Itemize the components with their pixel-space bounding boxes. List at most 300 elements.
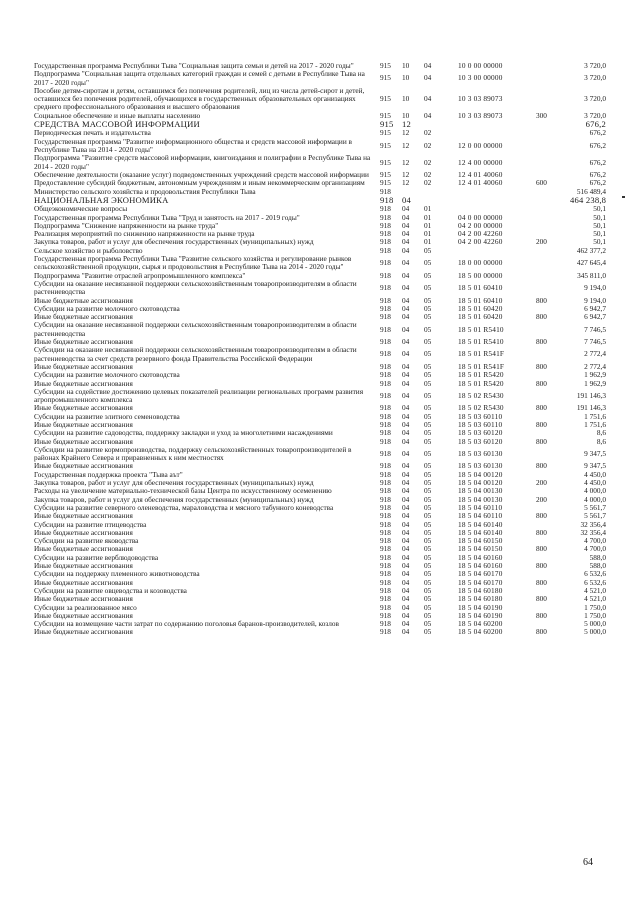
row-amount: 676,2 xyxy=(589,178,606,188)
row-name: Субсидии на возмещение части затрат по содержанию поголовья баранов-производителей, козлов xyxy=(34,619,339,629)
row-ministry-code: 918 xyxy=(380,245,391,255)
row-ministry-code: 915 xyxy=(380,94,391,104)
row-subsection: 01 xyxy=(424,204,432,214)
row-name: Периодическая печать и издательства xyxy=(34,128,151,138)
row-section: 04 xyxy=(402,469,410,479)
row-subsection: 01 xyxy=(424,220,432,230)
row-subsection: 02 xyxy=(424,128,432,138)
row-expense-type: 800 xyxy=(536,419,547,429)
row-amount: 3 720,0 xyxy=(584,73,606,83)
row-target-article: 18 5 04 60110 xyxy=(458,511,503,521)
row-section: 04 xyxy=(402,569,410,579)
row-name: Министерство сельского хозяйства и продовольствия Республики Тыва xyxy=(34,186,256,196)
row-section: 04 xyxy=(402,552,410,562)
row-amount: 50,1 xyxy=(593,237,606,247)
row-section: 04 xyxy=(402,361,410,371)
row-amount: 6 532,6 xyxy=(584,569,606,579)
row-subsection: 05 xyxy=(424,602,432,612)
row-amount: 464 238,8 xyxy=(570,194,607,205)
row-section: 04 xyxy=(402,478,410,488)
row-target-article: 18 5 03 60120 xyxy=(458,428,503,438)
row-name: Иные бюджетные ассигнования xyxy=(34,627,133,637)
row-amount: 4 700,0 xyxy=(584,536,606,546)
row-name: Субсидии на развитие кормопроизводства, поддержку сельскохозяйственных товаропроизводителей в районах Крайнего Севера и приравненных к ним местностях xyxy=(34,444,352,463)
row-expense-type: 800 xyxy=(536,511,547,521)
row-name: Подпрограмма "Развитие средств массовой информации, книгоиздания и полиграфии в Республике Тыва на 2014 - 2020 годы" xyxy=(34,153,371,171)
row-target-article: 10 3 00 00000 xyxy=(458,73,503,83)
row-section: 04 xyxy=(402,229,410,239)
row-ministry-code: 918 xyxy=(380,378,391,388)
row-target-article: 12 0 00 00000 xyxy=(458,140,503,150)
row-subsection: 05 xyxy=(424,403,432,413)
row-amount: 50,1 xyxy=(593,220,606,230)
row-amount: 5 561,7 xyxy=(584,511,606,521)
row-name: Государственная поддержка проекта "Тыва аът" xyxy=(34,469,183,479)
row-ministry-code: 918 xyxy=(380,411,391,421)
row-target-article: 18 5 04 60140 xyxy=(458,527,503,537)
row-name: Подпрограмма "Развитие отраслей агропромышленного комплекса" xyxy=(34,270,246,280)
row-amount: 4 700,0 xyxy=(584,544,606,554)
row-section: 12 xyxy=(402,128,410,138)
row-section: 04 xyxy=(402,619,410,629)
row-target-article: 18 5 04 00120 xyxy=(458,469,503,479)
row-section: 04 xyxy=(402,283,410,293)
row-section: 04 xyxy=(402,303,410,313)
row-ministry-code: 915 xyxy=(380,73,391,83)
table-row xyxy=(34,138,606,155)
row-name: Иные бюджетные ассигнования xyxy=(34,361,133,371)
row-subsection: 05 xyxy=(424,411,432,421)
row-subsection: 05 xyxy=(424,511,432,521)
row-name: Закупка товаров, работ и услуг для обеспечения государственных (муниципальных) нужд xyxy=(34,478,314,488)
row-name: Реализация мероприятий по снижению напряженности на рынке труда xyxy=(34,229,255,239)
row-target-article: 18 5 04 60170 xyxy=(458,577,503,587)
row-ministry-code: 918 xyxy=(380,237,391,247)
row-ministry-code: 918 xyxy=(380,283,391,293)
row-name: Государственная программа "Развитие информационного общества и средств массовой информации в Республике Тыва на 2014 - 2020 годы" xyxy=(34,136,352,155)
row-name: Закупка товаров, работ и услуг для обеспечения государственных (муниципальных) нужд xyxy=(34,237,314,247)
table-row xyxy=(34,446,606,463)
row-ministry-code: 918 xyxy=(380,527,391,537)
row-subsection: 05 xyxy=(424,258,432,268)
row-name: Иные бюджетные ассигнования xyxy=(34,337,133,347)
row-section: 04 xyxy=(402,602,410,612)
row-target-article: 18 5 03 60130 xyxy=(458,461,503,471)
row-name: Государственная программа Республики Тыва "Социальная защита семьи и детей на 2017 - 2020 годы" xyxy=(34,61,354,70)
row-subsection: 05 xyxy=(424,519,432,529)
row-section: 04 xyxy=(402,561,410,571)
row-amount: 191 146,3 xyxy=(576,403,606,413)
margin-mark xyxy=(622,196,625,198)
row-target-article: 18 5 04 60200 xyxy=(458,627,503,637)
row-ministry-code: 918 xyxy=(380,511,391,521)
row-ministry-code: 918 xyxy=(380,544,391,554)
row-target-article: 18 5 01 60410 xyxy=(458,283,503,293)
row-section: 04 xyxy=(402,403,410,413)
row-subsection: 05 xyxy=(424,428,432,438)
row-target-article: 18 5 01 R541F xyxy=(458,349,505,359)
row-target-article: 10 0 00 00000 xyxy=(458,61,503,70)
table-row xyxy=(34,321,606,338)
row-target-article: 12 4 01 40060 xyxy=(458,178,503,188)
row-expense-type: 800 xyxy=(536,461,547,471)
row-expense-type: 300 xyxy=(536,110,547,120)
row-name: НАЦИОНАЛЬНАЯ ЭКОНОМИКА xyxy=(34,194,169,205)
row-amount: 50,1 xyxy=(593,229,606,239)
row-ministry-code: 915 xyxy=(380,119,394,130)
row-subsection: 05 xyxy=(424,436,432,446)
row-subsection: 05 xyxy=(424,449,432,459)
row-ministry-code: 918 xyxy=(380,403,391,413)
row-section: 04 xyxy=(402,337,410,347)
row-subsection: 05 xyxy=(424,337,432,347)
row-ministry-code: 918 xyxy=(380,627,391,637)
row-subsection: 02 xyxy=(424,140,432,150)
table-row xyxy=(34,280,606,297)
row-amount: 588,0 xyxy=(589,561,606,571)
row-name: Субсидии на поддержку племенного животноводства xyxy=(34,569,200,579)
row-expense-type: 800 xyxy=(536,312,547,322)
row-amount: 1 750,0 xyxy=(584,602,606,612)
row-ministry-code: 915 xyxy=(380,169,391,179)
row-target-article: 10 3 03 89073 xyxy=(458,110,503,120)
row-expense-type: 800 xyxy=(536,544,547,554)
row-target-article: 18 5 04 60160 xyxy=(458,552,503,562)
row-ministry-code: 918 xyxy=(380,258,391,268)
table-row xyxy=(34,87,606,112)
row-amount: 4 521,0 xyxy=(584,585,606,595)
table-row xyxy=(34,255,606,272)
row-subsection: 05 xyxy=(424,283,432,293)
table-row xyxy=(34,154,606,171)
row-amount: 9 347,5 xyxy=(584,449,606,459)
row-ministry-code: 918 xyxy=(380,303,391,313)
row-section: 04 xyxy=(402,461,410,471)
row-subsection: 05 xyxy=(424,312,432,322)
row-target-article: 18 5 04 60170 xyxy=(458,569,503,579)
row-ministry-code: 918 xyxy=(380,602,391,612)
row-target-article: 04 2 00 42260 xyxy=(458,229,503,239)
row-section: 04 xyxy=(402,212,410,222)
row-section: 04 xyxy=(402,370,410,380)
row-amount: 6 532,6 xyxy=(584,577,606,587)
row-amount: 1 751,6 xyxy=(584,419,606,429)
row-amount: 1 962,9 xyxy=(584,370,606,380)
row-name: Субсидии на развитие овцеводства и козоводства xyxy=(34,585,187,595)
row-section: 04 xyxy=(402,258,410,268)
row-amount: 427 645,4 xyxy=(576,258,606,268)
row-name: СРЕДСТВА МАССОВОЙ ИНФОРМАЦИИ xyxy=(34,119,200,130)
row-ministry-code: 918 xyxy=(380,594,391,604)
row-amount: 4 521,0 xyxy=(584,594,606,604)
row-subsection: 05 xyxy=(424,585,432,595)
row-name: Государственная программа Республики Тыва "Труд и занятость на 2017 - 2019 годы" xyxy=(34,212,300,222)
row-section: 04 xyxy=(402,486,410,496)
row-amount: 1 962,9 xyxy=(584,378,606,388)
row-target-article: 18 5 03 60110 xyxy=(458,411,503,421)
row-section: 04 xyxy=(402,494,410,504)
row-subsection: 05 xyxy=(424,461,432,471)
row-expense-type: 800 xyxy=(536,361,547,371)
row-section: 04 xyxy=(402,610,410,620)
row-amount: 5 561,7 xyxy=(584,502,606,512)
row-name: Иные бюджетные ассигнования xyxy=(34,461,133,471)
row-ministry-code: 918 xyxy=(380,610,391,620)
row-target-article: 04 2 00 00000 xyxy=(458,220,503,230)
row-ministry-code: 915 xyxy=(380,140,391,150)
row-amount: 1 751,6 xyxy=(584,411,606,421)
row-expense-type: 800 xyxy=(536,594,547,604)
row-amount: 676,2 xyxy=(589,169,606,179)
row-ministry-code: 918 xyxy=(380,390,391,400)
row-ministry-code: 918 xyxy=(380,552,391,562)
row-name: Иные бюджетные ассигнования xyxy=(34,577,133,587)
row-amount: 676,2 xyxy=(589,157,606,167)
row-ministry-code: 918 xyxy=(380,194,394,205)
row-name: Общеэкономические вопросы xyxy=(34,204,128,214)
row-name: Субсидии на развитие садоводства, поддержку закладки и уход за многолетними насаждениями xyxy=(34,428,333,438)
row-section: 04 xyxy=(402,577,410,587)
row-section: 04 xyxy=(402,502,410,512)
row-ministry-code: 915 xyxy=(380,178,391,188)
row-amount: 32 356,4 xyxy=(580,527,606,537)
row-amount: 3 720,0 xyxy=(584,110,606,120)
row-expense-type: 200 xyxy=(536,237,547,247)
row-ministry-code: 915 xyxy=(380,61,391,70)
row-section: 04 xyxy=(402,519,410,529)
row-ministry-code: 918 xyxy=(380,419,391,429)
row-target-article: 12 4 00 00000 xyxy=(458,157,503,167)
row-expense-type: 800 xyxy=(536,561,547,571)
row-section: 10 xyxy=(402,94,410,104)
row-ministry-code: 918 xyxy=(380,229,391,239)
row-subsection: 05 xyxy=(424,627,432,637)
row-target-article: 18 5 04 60190 xyxy=(458,610,503,620)
row-amount: 6 942,7 xyxy=(584,303,606,313)
row-amount: 7 746,5 xyxy=(584,337,606,347)
row-amount: 50,1 xyxy=(593,212,606,222)
row-expense-type: 200 xyxy=(536,478,547,488)
row-amount: 4 450,0 xyxy=(584,478,606,488)
row-name: Субсидии на развитие верблюдоводства xyxy=(34,552,159,562)
page-number: 64 xyxy=(583,857,593,868)
row-subsection: 05 xyxy=(424,610,432,620)
row-subsection: 02 xyxy=(424,169,432,179)
row-ministry-code: 918 xyxy=(380,469,391,479)
row-ministry-code: 918 xyxy=(380,478,391,488)
row-target-article: 18 5 04 60160 xyxy=(458,561,503,571)
row-subsection: 05 xyxy=(424,378,432,388)
row-subsection: 05 xyxy=(424,295,432,305)
table-row xyxy=(34,628,606,636)
row-amount: 1 750,0 xyxy=(584,610,606,620)
row-section: 04 xyxy=(402,419,410,429)
row-amount: 9 194,0 xyxy=(584,283,606,293)
row-expense-type: 800 xyxy=(536,436,547,446)
row-subsection: 05 xyxy=(424,561,432,571)
row-section: 04 xyxy=(402,390,410,400)
row-amount: 2 772,4 xyxy=(584,361,606,371)
row-subsection: 04 xyxy=(424,110,432,120)
row-ministry-code: 918 xyxy=(380,361,391,371)
row-amount: 191 146,3 xyxy=(576,390,606,400)
row-name: Государственная программа Республики Тыва "Развитие сельского хозяйства и регулирование рынков сельскохозяйственной продукции, сырья и продовольствия в Республике Тыва на 2014 - 2020 годы" xyxy=(34,254,352,272)
row-expense-type: 800 xyxy=(536,627,547,637)
row-subsection: 05 xyxy=(424,527,432,537)
row-expense-type: 800 xyxy=(536,295,547,305)
row-ministry-code: 918 xyxy=(380,449,391,459)
row-name: Иные бюджетные ассигнования xyxy=(34,378,133,388)
row-ministry-code: 918 xyxy=(380,212,391,222)
row-subsection: 05 xyxy=(424,536,432,546)
row-ministry-code: 918 xyxy=(380,270,391,280)
row-section: 04 xyxy=(402,428,410,438)
row-section: 04 xyxy=(402,349,410,359)
row-subsection: 05 xyxy=(424,245,432,255)
row-ministry-code: 918 xyxy=(380,561,391,571)
row-target-article: 18 5 04 00130 xyxy=(458,486,503,496)
row-target-article: 18 5 01 R541F xyxy=(458,361,505,371)
row-subsection: 05 xyxy=(424,469,432,479)
row-section: 12 xyxy=(402,169,410,179)
row-ministry-code: 918 xyxy=(380,585,391,595)
row-target-article: 18 5 01 R5410 xyxy=(458,324,504,334)
row-ministry-code: 918 xyxy=(380,577,391,587)
row-subsection: 05 xyxy=(424,502,432,512)
row-section: 04 xyxy=(402,544,410,554)
row-target-article: 18 5 01 60420 xyxy=(458,303,503,313)
row-amount: 3 720,0 xyxy=(584,94,606,104)
row-ministry-code: 918 xyxy=(380,536,391,546)
row-name: Сельское хозяйство и рыболовство xyxy=(34,245,143,255)
row-name: Субсидии на оказание несвязанной поддержки сельскохозяйственным товаропроизводителям в области растениеводства xyxy=(34,278,357,297)
row-target-article: 18 5 04 60190 xyxy=(458,602,503,612)
row-subsection: 01 xyxy=(424,212,432,222)
row-amount: 2 772,4 xyxy=(584,349,606,359)
row-name: Иные бюджетные ассигнования xyxy=(34,511,133,521)
row-amount: 5 000,0 xyxy=(584,627,606,637)
row-ministry-code: 918 xyxy=(380,519,391,529)
row-amount: 3 720,0 xyxy=(584,61,606,70)
row-name: Подпрограмма "Снижение напряженности на рынке труда" xyxy=(34,220,219,230)
row-target-article: 18 5 04 60200 xyxy=(458,619,503,629)
row-subsection: 05 xyxy=(424,619,432,629)
row-name: Предоставление субсидий бюджетным, автономным учреждениям и иным некоммерческим организациям xyxy=(34,178,365,188)
row-name: Субсидии на развитие птицеводства xyxy=(34,519,147,529)
row-name: Иные бюджетные ассигнования xyxy=(34,544,133,554)
row-subsection: 02 xyxy=(424,178,432,188)
row-subsection: 05 xyxy=(424,577,432,587)
row-expense-type: 600 xyxy=(536,178,547,188)
row-target-article: 18 0 00 00000 xyxy=(458,258,503,268)
row-amount: 4 450,0 xyxy=(584,469,606,479)
row-ministry-code: 918 xyxy=(380,324,391,334)
row-ministry-code: 918 xyxy=(380,349,391,359)
row-section: 04 xyxy=(402,194,411,205)
row-ministry-code: 915 xyxy=(380,110,391,120)
row-name: Иные бюджетные ассигнования xyxy=(34,527,133,537)
row-section: 10 xyxy=(402,61,410,70)
row-ministry-code: 918 xyxy=(380,461,391,471)
row-name: Обеспечение деятельности (оказание услуг) подведомственных учреждений средств массовой информации xyxy=(34,169,369,179)
row-ministry-code: 918 xyxy=(380,428,391,438)
table-row xyxy=(34,70,606,87)
row-section: 12 xyxy=(402,140,410,150)
row-target-article: 18 5 04 00120 xyxy=(458,478,503,488)
row-section: 04 xyxy=(402,436,410,446)
table-row xyxy=(34,388,606,405)
row-subsection: 04 xyxy=(424,73,432,83)
row-ministry-code: 918 xyxy=(380,569,391,579)
row-target-article: 18 5 04 00130 xyxy=(458,494,503,504)
row-target-article: 18 5 00 00000 xyxy=(458,270,503,280)
row-section: 04 xyxy=(402,312,410,322)
row-amount: 588,0 xyxy=(589,552,606,562)
row-amount: 5 000,0 xyxy=(584,619,606,629)
row-expense-type: 800 xyxy=(536,527,547,537)
row-section: 04 xyxy=(402,324,410,334)
row-section: 04 xyxy=(402,449,410,459)
row-subsection: 01 xyxy=(424,229,432,239)
row-name: Субсидии за реализованное мясо xyxy=(34,602,137,612)
row-amount: 6 942,7 xyxy=(584,312,606,322)
row-section: 04 xyxy=(402,204,410,214)
row-section: 04 xyxy=(402,594,410,604)
row-target-article: 18 5 04 60140 xyxy=(458,519,503,529)
row-amount: 50,1 xyxy=(593,204,606,214)
row-amount: 345 811,0 xyxy=(577,270,606,280)
row-name: Субсидии на содействие достижению целевых показателей реализации региональных программ развития агропромышленного комплекса xyxy=(34,386,364,405)
row-subsection: 05 xyxy=(424,569,432,579)
row-ministry-code: 918 xyxy=(380,619,391,629)
row-section: 04 xyxy=(402,295,410,305)
row-name: Иные бюджетные ассигнования xyxy=(34,561,133,571)
row-name: Иные бюджетные ассигнования xyxy=(34,594,133,604)
row-expense-type: 800 xyxy=(536,403,547,413)
row-target-article: 18 5 01 60410 xyxy=(458,295,503,305)
row-name: Подпрограмма "Социальная защита отдельных категорий граждан и семей с детьми в Республике Тыва на 2017 - 2020 годы" xyxy=(34,69,365,87)
row-name: Иные бюджетные ассигнования xyxy=(34,312,133,322)
row-amount: 676,2 xyxy=(585,119,606,130)
row-subsection: 05 xyxy=(424,361,432,371)
row-target-article: 18 5 01 R5420 xyxy=(458,378,504,388)
row-name: Субсидии на развитие молочного скотоводства xyxy=(34,303,180,313)
row-subsection: 05 xyxy=(424,390,432,400)
row-ministry-code: 918 xyxy=(380,494,391,504)
row-subsection: 05 xyxy=(424,324,432,334)
row-ministry-code: 918 xyxy=(380,295,391,305)
row-ministry-code: 918 xyxy=(380,204,391,214)
row-subsection: 05 xyxy=(424,478,432,488)
row-target-article: 04 0 00 00000 xyxy=(458,212,503,222)
row-amount: 676,2 xyxy=(589,140,606,150)
row-subsection: 05 xyxy=(424,486,432,496)
row-name: Закупка товаров, работ и услуг для обеспечения государственных (муниципальных) нужд xyxy=(34,494,314,504)
row-target-article: 18 5 03 60110 xyxy=(458,419,503,429)
row-subsection: 05 xyxy=(424,594,432,604)
row-name: Иные бюджетные ассигнования xyxy=(34,295,133,305)
row-amount: 9 347,5 xyxy=(584,461,606,471)
row-amount: 4 000,0 xyxy=(584,486,606,496)
row-name: Субсидии на развитие элитного семеноводства xyxy=(34,411,180,421)
row-name: Субсидии на развитие яководства xyxy=(34,536,139,546)
row-subsection: 05 xyxy=(424,544,432,554)
row-amount: 32 356,4 xyxy=(580,519,606,529)
row-amount: 8,6 xyxy=(596,436,606,446)
row-name: Субсидии на развитие молочного скотоводства xyxy=(34,370,180,380)
row-section: 12 xyxy=(402,119,411,130)
row-target-article: 18 5 04 60180 xyxy=(458,585,503,595)
